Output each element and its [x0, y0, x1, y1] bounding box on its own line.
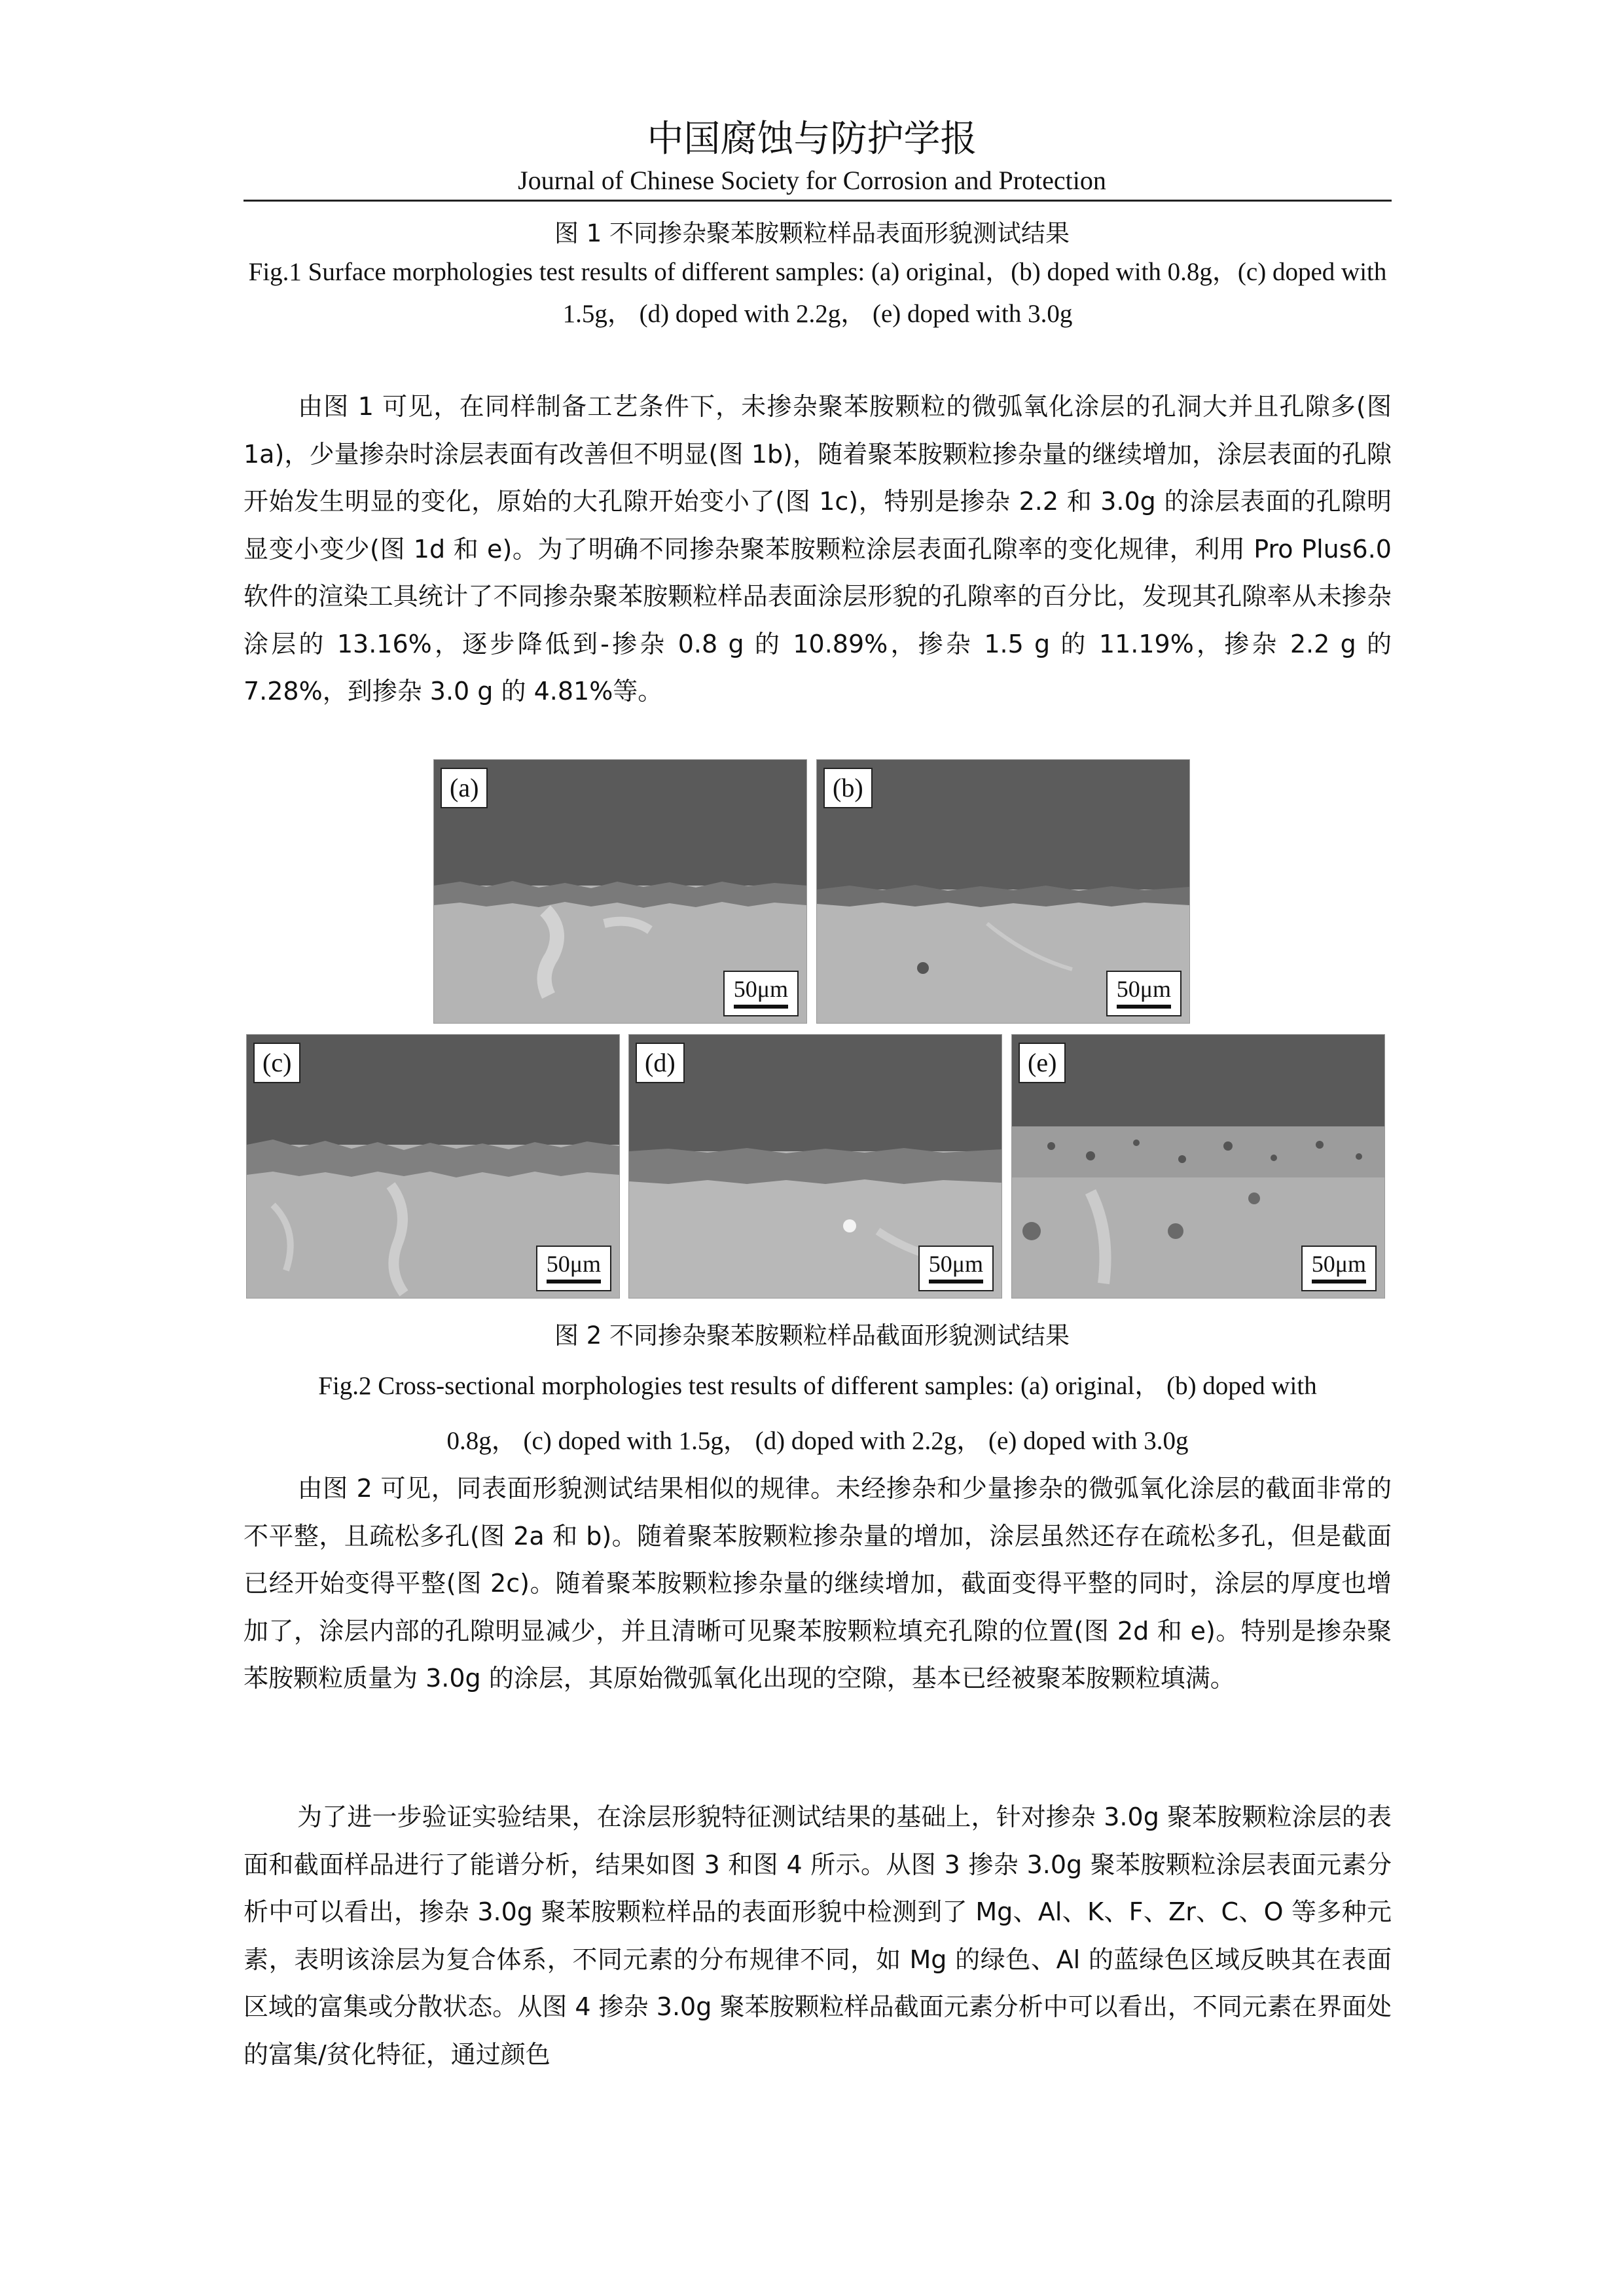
panel-label: (a) [441, 768, 488, 808]
panel-label: (b) [823, 768, 873, 808]
scale-bar: 50μm [1301, 1246, 1377, 1291]
panel-label: (d) [636, 1043, 685, 1083]
paragraph-1: 由图 1 可见，在同样制备工艺条件下，未掺杂聚苯胺颗粒的微弧氧化涂层的孔洞大并且孔隙多(图 1a)，少量掺杂时涂层表面有改善但不明显(图 1b)，随着聚苯胺颗粒掺杂量的继续增加，涂层表面的孔隙开始发生明显的变化，原始的大孔隙开始变小了(图 1c)，特别是掺杂 2.2 和 3.0g 的涂层表面的孔隙明显变小变少(图 1d 和 e)。为了明确不同掺杂聚苯胺颗粒涂层表面孔隙率的变化规律，利用 Pro Plus6.0 软件的渲染工具统计了不同掺杂聚苯胺颗粒样品表面涂层形貌的孔隙率的百分比，发现其孔隙率从未掺杂涂层的 13.16%，逐步降低到-掺杂 0.8 g 的 10.89%，掺杂 1.5 g 的 11.19%，掺杂 2.2 g 的 7.28%，到掺杂 3.0 g 的 4.81%等。 [244, 392, 1392, 706]
fig1-caption-en: Fig.1 Surface morphologies test results of different samples: (a) original，(b) doped with 0.8g，(c) doped with 1.5g， (d) doped with 2.2g， (e) doped with 3.0g [248, 258, 1387, 328]
scale-bar: 50μm [918, 1246, 994, 1291]
fig2-caption-cn: 图 2 不同掺杂聚苯胺颗粒样品截面形貌测试结果 [554, 1321, 1070, 1350]
fig2-panel-c [246, 1034, 620, 1299]
journal-title-cn: 中国腐蚀与防护学报 [647, 118, 977, 160]
fig2-caption-en-line1: Fig.2 Cross-sectional morphologies test results of different samples: (a) original， (b) doped with [318, 1372, 1317, 1400]
panel-label: (c) [253, 1043, 300, 1083]
fig2-panel-b [816, 759, 1190, 1024]
paragraph-3: 为了进一步验证实验结果，在涂层形貌特征测试结果的基础上，针对掺杂 3.0g 聚苯胺颗粒涂层的表面和截面样品进行了能谱分析，结果如图 3 和图 4 所示。从图 3 掺杂 3.0g 聚苯胺颗粒涂层表面元素分析中可以看出，掺杂 3.0g 聚苯胺颗粒样品的表面形貌中检测到了 Mg、Al、K、F、Zr、C、O 等多种元素，表明该涂层为复合体系，不同元素的分布规律不同，如 Mg 的绿色、Al 的蓝绿色区域反映其在表面区域的富集或分散状态。从图 4 掺杂 3.0g 聚苯胺颗粒样品截面元素分析中可以看出，不同元素在界面处的富集/贫化特征，通过颜色 [244, 1803, 1392, 2069]
paragraph-2: 由图 2 可见，同表面形貌测试结果相似的规律。未经掺杂和少量掺杂的微弧氧化涂层的截面非常的不平整，且疏松多孔(图 2a 和 b)。随着聚苯胺颗粒掺杂量的增加，涂层虽然还存在疏松多孔，但是截面已经开始变得平整(图 2c)。随着聚苯胺颗粒掺杂量的继续增加，截面变得平整的同时，涂层的厚度也增加了，涂层内部的孔隙明显减少，并且清晰可见聚苯胺颗粒填充孔隙的位置(图 2d 和 e)。特别是掺杂聚苯胺颗粒质量为 3.0g 的涂层，其原始微弧氧化出现的空隙，基本已经被聚苯胺颗粒填满。 [244, 1474, 1392, 1693]
scale-bar: 50μm [536, 1246, 611, 1291]
fig2-panel-d [628, 1034, 1002, 1299]
fig1-caption-cn: 图 1 不同掺杂聚苯胺颗粒样品表面形貌测试结果 [554, 219, 1070, 247]
fig2-panel-e [1011, 1034, 1385, 1299]
fig2-panel-a [433, 759, 807, 1024]
fig2-caption-en-line2: 0.8g， (c) doped with 1.5g， (d) doped with 2.2g， (e) doped with 3.0g [446, 1427, 1189, 1455]
scale-bar: 50μm [1106, 971, 1182, 1016]
journal-title-en: Journal of Chinese Society for Corrosion and Protection [518, 166, 1106, 195]
panel-label: (e) [1019, 1043, 1066, 1083]
header-divider [244, 200, 1392, 202]
scale-bar: 50μm [723, 971, 799, 1016]
